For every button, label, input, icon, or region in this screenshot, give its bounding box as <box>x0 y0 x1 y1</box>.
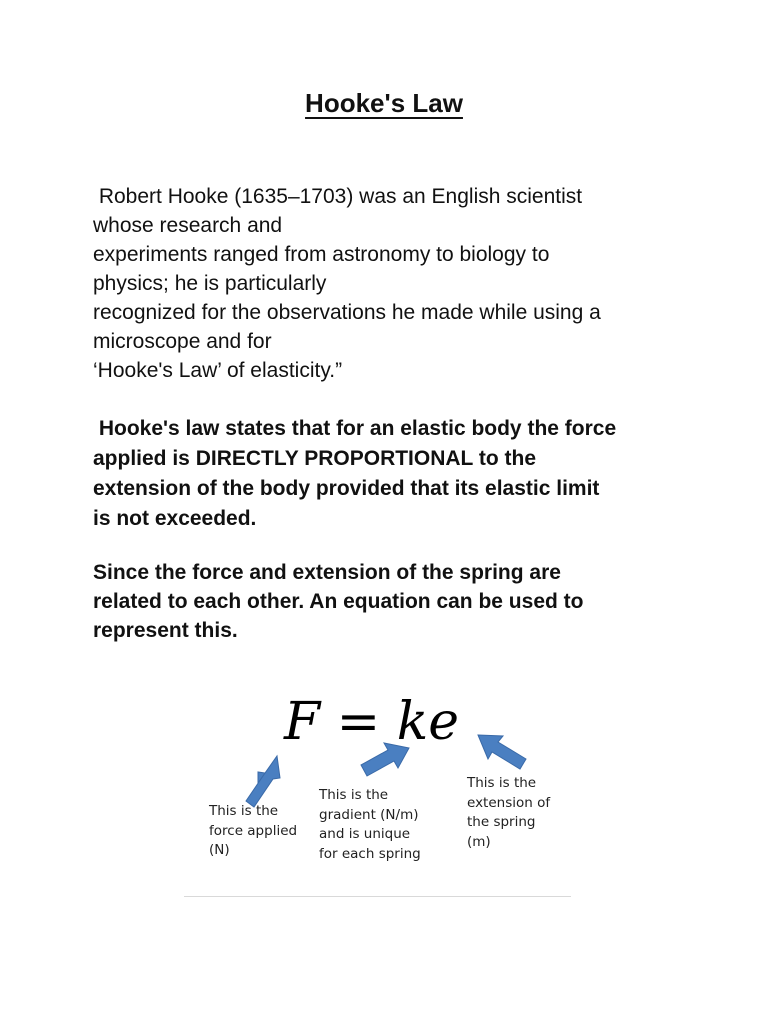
arrow-icon <box>478 735 526 769</box>
intro-paragraph <box>93 182 693 385</box>
intro-line: physics; he is particularly <box>93 272 327 295</box>
page-title: Hooke's Law <box>305 88 463 118</box>
force-note <box>209 802 297 861</box>
intro-line: recognized for the observations he made while using a <box>93 301 601 324</box>
note-line: extension of <box>467 794 551 811</box>
equation: F = ke <box>284 692 459 752</box>
note-line: for each spring <box>319 845 421 862</box>
since-line: Since the force and extension of the spring are <box>93 561 561 584</box>
note-line: and is unique <box>319 826 411 842</box>
law-line: applied is DIRECTLY PROPORTIONAL to the <box>93 447 536 470</box>
note-line: (m) <box>467 833 491 850</box>
law-paragraph <box>93 414 693 534</box>
arrow-icon <box>361 743 409 776</box>
law-line: Hooke's law states that for an elastic body the force <box>93 417 617 440</box>
law-line: is not exceeded. <box>93 507 257 530</box>
extension-note <box>467 774 550 852</box>
note-line: This is the <box>319 787 389 803</box>
note-line: gradient (N/m) <box>319 806 419 823</box>
equation-figure <box>180 690 580 900</box>
note-line: This is the <box>467 775 537 791</box>
intro-line: experiments ranged from astronomy to biology to <box>93 243 550 266</box>
intro-line: Robert Hooke (1635–1703) was an English scientist <box>93 185 583 208</box>
since-line: represent this. <box>93 619 238 642</box>
arrow-icon <box>246 756 280 807</box>
law-line: extension of the body provided that its elastic limit <box>93 477 600 500</box>
since-line: related to each other. An equation can be used to <box>93 590 584 613</box>
gradient-note <box>319 786 421 864</box>
divider <box>184 896 571 897</box>
note-line: This is the <box>209 803 279 819</box>
intro-line: microscope and for <box>93 330 272 353</box>
note-line: force applied <box>209 822 298 839</box>
equation-intro-paragraph <box>93 558 693 645</box>
intro-line: ‘Hooke's Law’ of elasticity.” <box>93 359 343 382</box>
intro-line: whose research and <box>93 214 283 237</box>
note-line: the spring <box>467 814 536 830</box>
note-line: (N) <box>209 842 230 858</box>
